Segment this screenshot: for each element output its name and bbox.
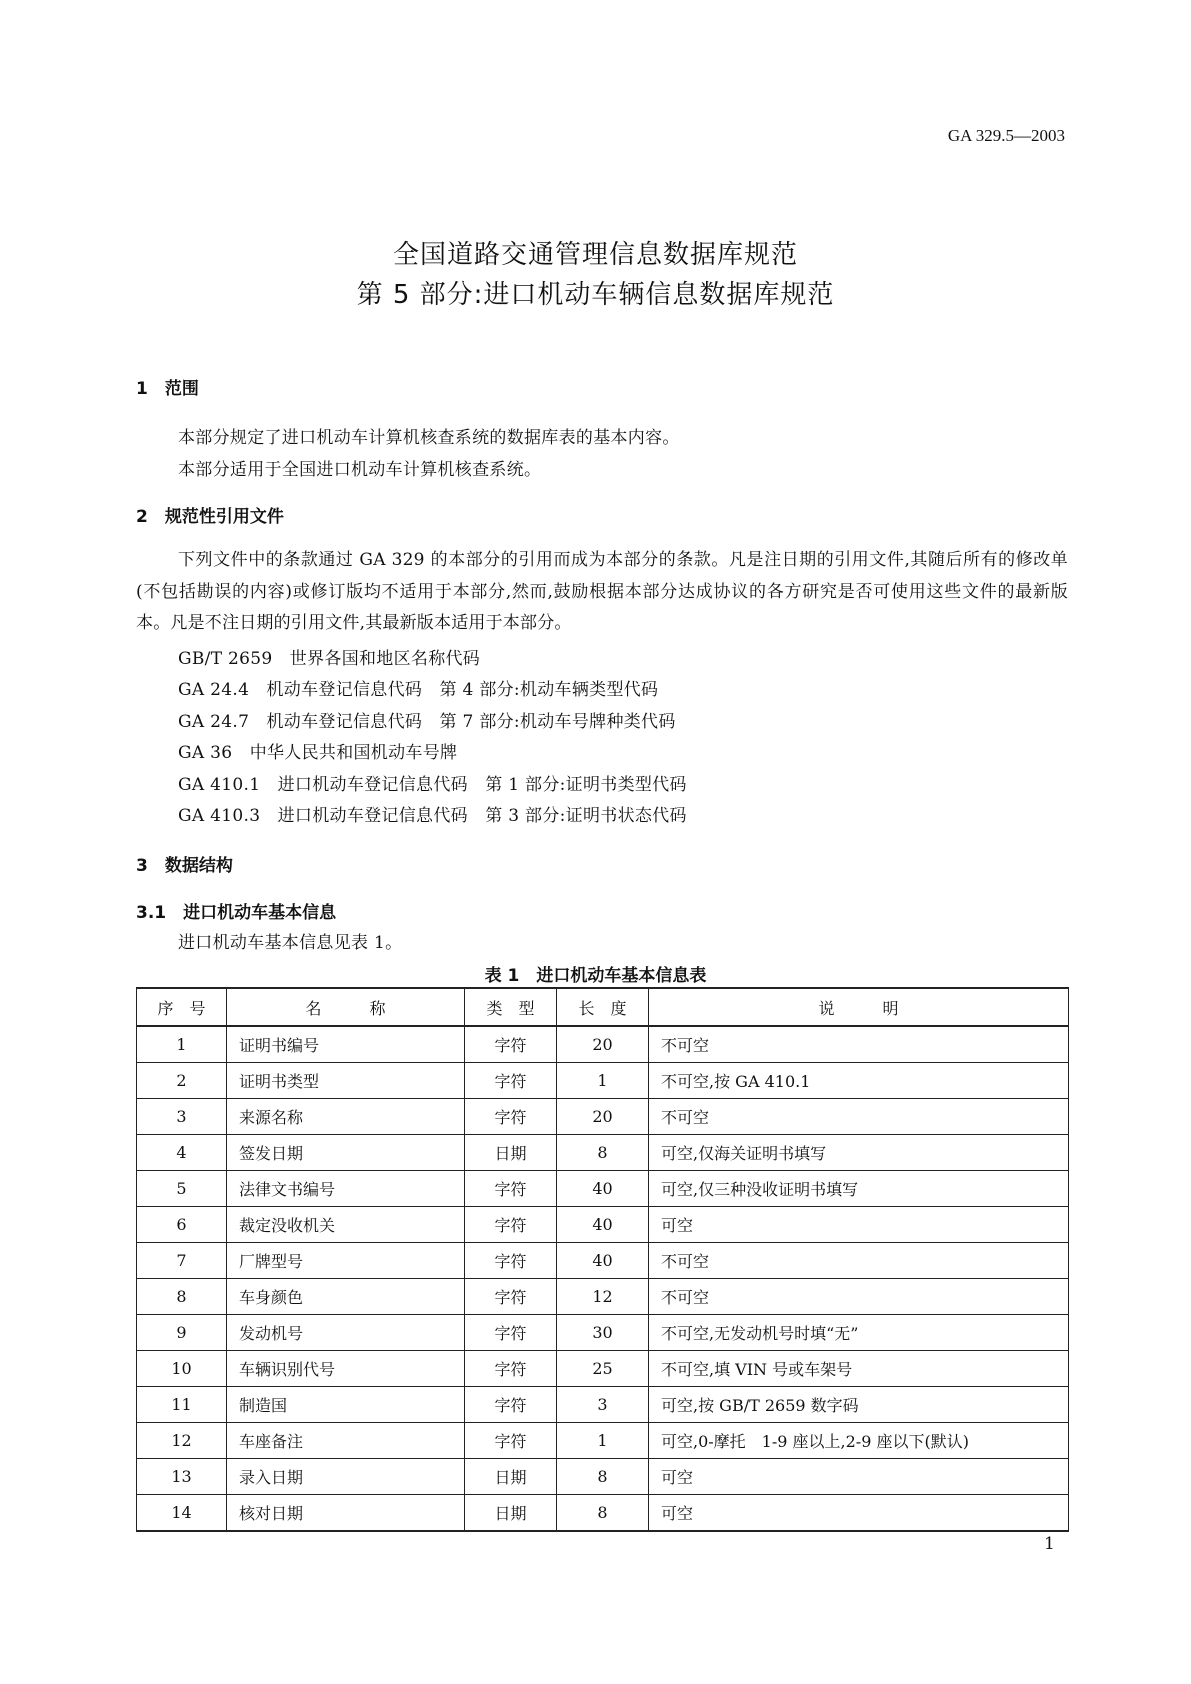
cell-length: 20 xyxy=(557,1099,649,1135)
cell-index: 4 xyxy=(137,1135,227,1171)
cell-description: 可空,0-摩托 1-9 座以上,2-9 座以下(默认) xyxy=(649,1423,1069,1459)
cell-name: 证明书类型 xyxy=(227,1063,465,1099)
cell-name: 录入日期 xyxy=(227,1459,465,1495)
cell-description: 可空 xyxy=(649,1495,1069,1532)
cell-length: 40 xyxy=(557,1243,649,1279)
cell-description: 可空,仅三种没收证明书填写 xyxy=(649,1171,1069,1207)
reference-item: GA 410.3 进口机动车登记信息代码 第 3 部分:证明书状态代码 xyxy=(178,806,687,826)
section-2-heading: 2 规范性引用文件 xyxy=(136,507,284,527)
document-subtitle: 第 5 部分:进口机动车辆信息数据库规范 xyxy=(356,280,835,310)
cell-name: 车座备注 xyxy=(227,1423,465,1459)
cell-description: 不可空 xyxy=(649,1243,1069,1279)
cell-length: 20 xyxy=(557,1026,649,1063)
table-header-row xyxy=(137,988,1069,1026)
cell-description: 不可空,填 VIN 号或车架号 xyxy=(649,1351,1069,1387)
cell-type: 字符 xyxy=(465,1063,557,1099)
cell-type: 字符 xyxy=(465,1099,557,1135)
column-header-length: 长 度 xyxy=(557,988,649,1026)
cell-type: 日期 xyxy=(465,1135,557,1171)
cell-type: 字符 xyxy=(465,1351,557,1387)
cell-description: 可空,按 GB/T 2659 数字码 xyxy=(649,1387,1069,1423)
cell-index: 13 xyxy=(137,1459,227,1495)
cell-description: 不可空,按 GA 410.1 xyxy=(649,1063,1069,1099)
cell-length: 8 xyxy=(557,1459,649,1495)
cell-description: 不可空 xyxy=(649,1099,1069,1135)
section-1-paragraph: 本部分规定了进口机动车计算机核查系统的数据库表的基本内容。 xyxy=(178,428,680,448)
cell-length: 40 xyxy=(557,1171,649,1207)
standard-number: GA 329.5—2003 xyxy=(947,126,1065,145)
cell-index: 9 xyxy=(137,1315,227,1351)
section-1-paragraph: 本部分适用于全国进口机动车计算机核查系统。 xyxy=(178,460,542,480)
reference-item: GA 36 中华人民共和国机动车号牌 xyxy=(178,743,458,763)
section-2-paragraph: 下列文件中的条款通过 GA 329 的本部分的引用而成为本部分的条款。凡是注日期的引用文件,其随后所有的修改单(不包括勘误的内容)或修订版均不适用于本部分,然而,鼓励根据本部分达成协议的各方研究是否可使用这些文件的最新版本。凡是不注日期的引用文件,其最新版本适用于本部分。 xyxy=(136,550,1068,633)
page-number: 1 xyxy=(1044,1534,1055,1554)
table-row xyxy=(137,1495,1069,1532)
cell-type: 字符 xyxy=(465,1207,557,1243)
column-header-description: 说 明 xyxy=(649,988,1069,1026)
table-caption: 表 1 进口机动车基本信息表 xyxy=(484,966,707,986)
section-3-heading: 3 数据结构 xyxy=(136,856,233,876)
cell-length: 30 xyxy=(557,1315,649,1351)
cell-name: 签发日期 xyxy=(227,1135,465,1171)
cell-type: 日期 xyxy=(465,1495,557,1532)
cell-type: 字符 xyxy=(465,1315,557,1351)
table-row xyxy=(137,1063,1069,1099)
table-row xyxy=(137,1026,1069,1063)
cell-name: 车辆识别代号 xyxy=(227,1351,465,1387)
cell-type: 字符 xyxy=(465,1279,557,1315)
cell-type: 字符 xyxy=(465,1387,557,1423)
cell-length: 8 xyxy=(557,1495,649,1532)
cell-description: 不可空 xyxy=(649,1279,1069,1315)
table-row xyxy=(137,1135,1069,1171)
cell-index: 12 xyxy=(137,1423,227,1459)
table-row xyxy=(137,1351,1069,1387)
cell-index: 14 xyxy=(137,1495,227,1532)
cell-name: 裁定没收机关 xyxy=(227,1207,465,1243)
cell-name: 厂牌型号 xyxy=(227,1243,465,1279)
table-body xyxy=(137,1026,1069,1531)
cell-index: 11 xyxy=(137,1387,227,1423)
cell-length: 1 xyxy=(557,1423,649,1459)
cell-name: 证明书编号 xyxy=(227,1026,465,1063)
cell-length: 3 xyxy=(557,1387,649,1423)
table-row xyxy=(137,1243,1069,1279)
cell-index: 5 xyxy=(137,1171,227,1207)
table-row xyxy=(137,1099,1069,1135)
cell-index: 6 xyxy=(137,1207,227,1243)
column-header-index: 序 号 xyxy=(137,988,227,1026)
cell-type: 字符 xyxy=(465,1171,557,1207)
cell-name: 发动机号 xyxy=(227,1315,465,1351)
cell-name: 制造国 xyxy=(227,1387,465,1423)
cell-length: 25 xyxy=(557,1351,649,1387)
cell-name: 核对日期 xyxy=(227,1495,465,1532)
reference-item: GA 24.4 机动车登记信息代码 第 4 部分:机动车辆类型代码 xyxy=(178,680,659,700)
table-row xyxy=(137,1459,1069,1495)
cell-description: 可空,仅海关证明书填写 xyxy=(649,1135,1069,1171)
cell-type: 字符 xyxy=(465,1243,557,1279)
cell-length: 12 xyxy=(557,1279,649,1315)
table-row xyxy=(137,1279,1069,1315)
reference-item: GA 410.1 进口机动车登记信息代码 第 1 部分:证明书类型代码 xyxy=(178,775,687,795)
table-row xyxy=(137,1423,1069,1459)
column-header-type: 类 型 xyxy=(465,988,557,1026)
cell-index: 8 xyxy=(137,1279,227,1315)
table-row xyxy=(137,1387,1069,1423)
cell-name: 车身颜色 xyxy=(227,1279,465,1315)
reference-item: GB/T 2659 世界各国和地区名称代码 xyxy=(178,649,481,669)
cell-name: 来源名称 xyxy=(227,1099,465,1135)
cell-description: 不可空 xyxy=(649,1026,1069,1063)
section-1-heading: 1 范围 xyxy=(136,379,199,399)
section-3-1-text: 进口机动车基本信息见表 1。 xyxy=(178,933,403,953)
cell-index: 1 xyxy=(137,1026,227,1063)
cell-index: 10 xyxy=(137,1351,227,1387)
table-row xyxy=(137,1207,1069,1243)
table-row xyxy=(137,1315,1069,1351)
cell-description: 可空 xyxy=(649,1207,1069,1243)
cell-length: 1 xyxy=(557,1063,649,1099)
table-row xyxy=(137,1171,1069,1207)
vehicle-info-table xyxy=(136,987,1069,1532)
cell-index: 3 xyxy=(137,1099,227,1135)
cell-name: 法律文书编号 xyxy=(227,1171,465,1207)
cell-index: 7 xyxy=(137,1243,227,1279)
document-title: 全国道路交通管理信息数据库规范 xyxy=(392,240,798,270)
cell-type: 字符 xyxy=(465,1026,557,1063)
reference-item: GA 24.7 机动车登记信息代码 第 7 部分:机动车号牌种类代码 xyxy=(178,712,676,732)
column-header-name: 名 称 xyxy=(227,988,465,1026)
cell-type: 日期 xyxy=(465,1459,557,1495)
cell-length: 40 xyxy=(557,1207,649,1243)
section-3-1-heading: 3.1 进口机动车基本信息 xyxy=(136,903,337,923)
cell-length: 8 xyxy=(557,1135,649,1171)
cell-description: 不可空,无发动机号时填“无” xyxy=(649,1315,1069,1351)
cell-index: 2 xyxy=(137,1063,227,1099)
cell-type: 字符 xyxy=(465,1423,557,1459)
cell-description: 可空 xyxy=(649,1459,1069,1495)
